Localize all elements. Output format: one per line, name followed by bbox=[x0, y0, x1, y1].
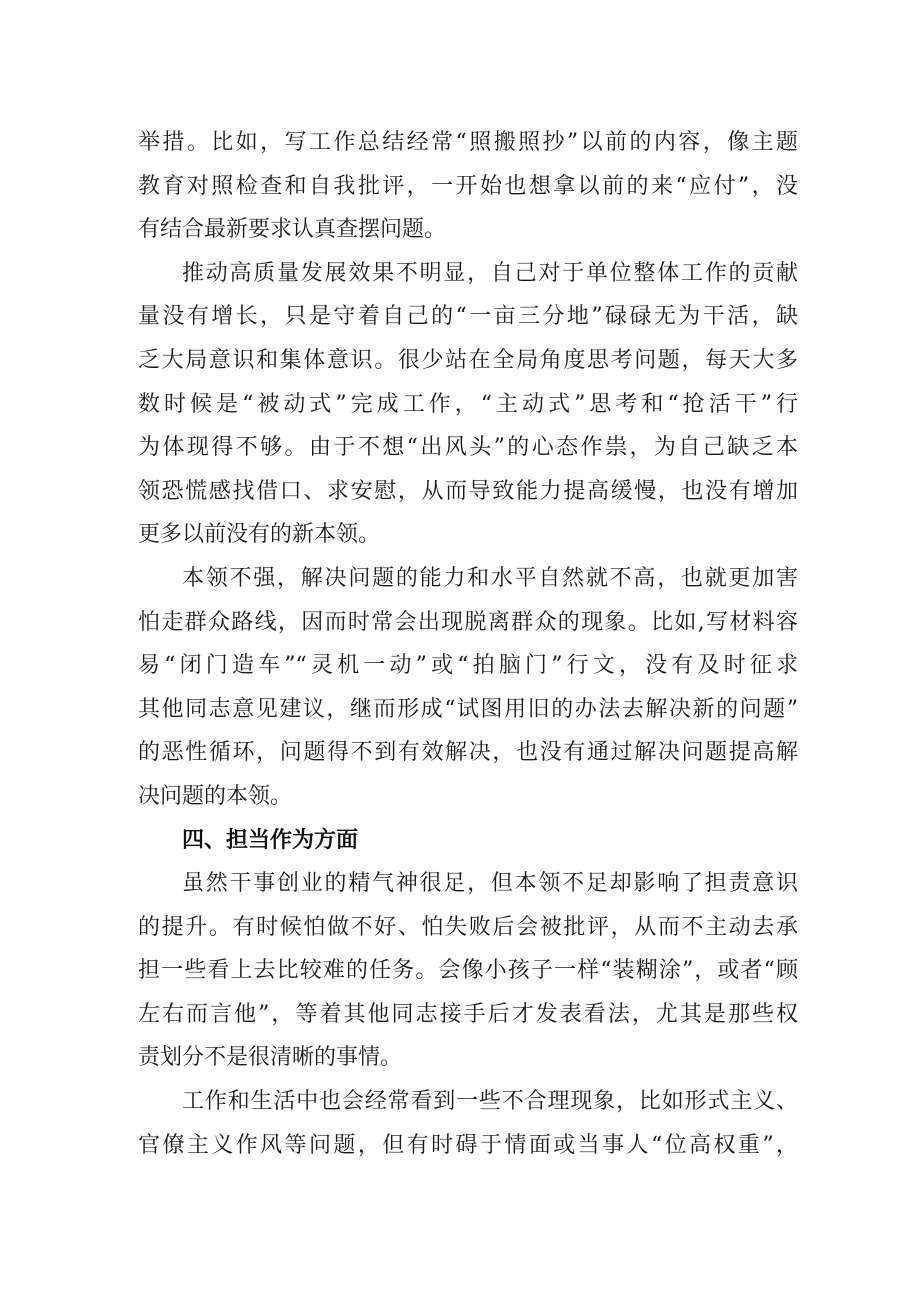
text-line: 的恶性循环，问题得不到有效解决，也没有通过解决问题提高解 bbox=[138, 740, 798, 766]
text-line: 量没有增长，只是守着自己的“一亩三分地”碌碌无为干活，缺 bbox=[138, 304, 798, 330]
text-line: 乏大局意识和集体意识。很少站在全局角度思考问题，每天大多 bbox=[138, 347, 798, 373]
paragraph bbox=[138, 121, 798, 252]
text-line: 的提升。有时候怕做不好、怕失败后会被批评，从而不主动去承 bbox=[138, 914, 798, 940]
text-line: 工作和生活中也会经常看到一些不合理现象，比如形式主义、 bbox=[182, 1089, 798, 1115]
text-line: 怕走群众路线，因而时常会出现脱离群众的现象。比如,写材料容 bbox=[138, 609, 798, 635]
text-line: 易“闭门造车”“灵机一动”或“拍脑门”行文，没有及时征求 bbox=[138, 653, 798, 679]
text-line: 有结合最新要求认真查摆问题。 bbox=[138, 217, 447, 243]
document-body bbox=[138, 121, 798, 1167]
text-line: 决问题的本领。 bbox=[138, 783, 293, 809]
text-line: 推动高质量发展效果不明显，自己对于单位整体工作的贡献 bbox=[182, 260, 798, 286]
text-line: 数时候是“被动式”完成工作，“主动式”思考和“抢活干”行 bbox=[138, 391, 798, 417]
text-line: 官僚主义作风等问题，但有时碍于情面或当事人“位高权重”， bbox=[138, 1132, 798, 1158]
text-line: 更多以前没有的新本领。 bbox=[138, 522, 381, 548]
text-line: 举措。比如，写工作总结经常“照搬照抄”以前的内容，像主题 bbox=[138, 130, 798, 155]
text-line: 其他同志意见建议，继而形成“试图用旧的办法去解决新的问题” bbox=[138, 696, 798, 722]
paragraph bbox=[138, 862, 798, 1080]
text-line: 领恐慌感找借口、求安慰，从而导致能力提高缓慢，也没有增加 bbox=[138, 478, 798, 504]
text-line: 本领不强，解决问题的能力和水平自然就不高，也就更加害 bbox=[182, 565, 798, 591]
text-line: 责划分不是很清晰的事情。 bbox=[138, 1045, 403, 1071]
text-line: 担一些看上去比较难的任务。会像小孩子一样“装糊涂”，或者“顾 bbox=[138, 958, 798, 984]
section-heading: 四、担当作为方面 bbox=[182, 827, 359, 853]
text-line: 虽然干事创业的精气神很足，但本领不足却影响了担责意识 bbox=[182, 871, 798, 897]
text-line: 左右而言他”，等着其他同志接手后才发表看法，尤其是那些权 bbox=[138, 1001, 798, 1027]
text-line: 为体现得不够。由于不想“出风头”的心态作祟，为自己缺乏本 bbox=[138, 435, 798, 461]
paragraph bbox=[138, 252, 798, 557]
paragraph bbox=[138, 557, 798, 819]
paragraph bbox=[138, 1080, 798, 1167]
text-line: 教育对照检查和自我批评，一开始也想拿以前的来“应付”，没 bbox=[138, 173, 798, 199]
